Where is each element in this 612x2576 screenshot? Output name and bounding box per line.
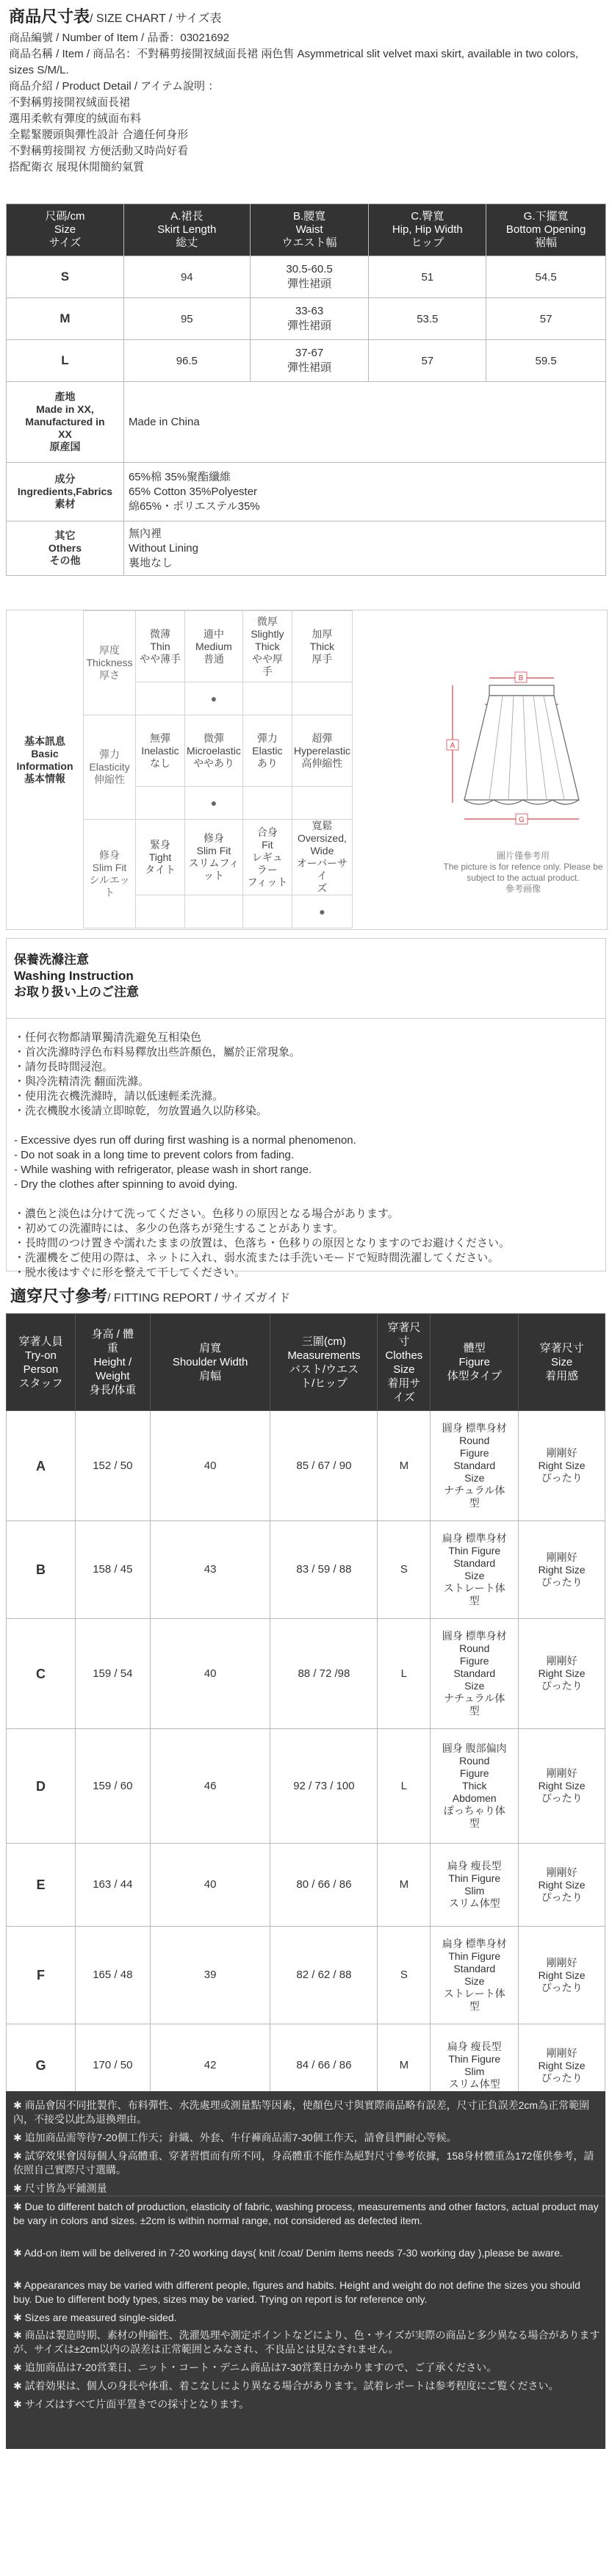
product-intro (9, 30, 603, 176)
skirt-diagram-icon (436, 610, 607, 845)
detail-label: 商品介紹 / Product Detail / アイテム說明 ： (9, 80, 220, 93)
mark-cell (292, 787, 352, 820)
mark-cell (242, 682, 292, 715)
clothes-size: L (378, 1619, 431, 1729)
table-row (7, 1729, 605, 1844)
divider (7, 1018, 605, 1019)
option-medium: 適中 Medium 普通 (185, 611, 243, 682)
table-row (7, 340, 606, 382)
wash-line-ja: ・洗濯機をご使用の際は、ネットに入れ、弱水流または手洗いモードで短時間洗濯してください。 (14, 1252, 500, 1264)
height-weight: 159 / 60 (75, 1729, 150, 1844)
note-line: ✱ Sizes are measured single-sided. (13, 2312, 177, 2323)
detail-line: 搭配衛衣 展現休閒簡約氣質 (9, 161, 145, 173)
bottom-value: 59.5 (486, 340, 606, 382)
option-thick: 加厚 Thick 厚手 (292, 611, 352, 682)
item-number: 商品編號 / Number of Item / 品番：03021692 (9, 32, 230, 44)
fabric-row (7, 463, 606, 522)
length-value: 96.5 (123, 340, 250, 382)
fit-result: 剛剛好 Right Size ぴったり (519, 1927, 605, 2024)
wash-line-zh: ・首次洗滌時浮色布料易釋放出些許顏色，屬於正常現象。 (14, 1046, 301, 1058)
fit-result: 剛剛好 Right Size ぴったり (519, 1619, 605, 1729)
measurements: 88 / 72 /98 (270, 1619, 378, 1729)
waist-value: 30.5-60.5 彈性裙頭 (250, 256, 369, 298)
wash-line-en: - Dry the clothes after spinning to avoid dying. (14, 1178, 238, 1191)
option-slightly-thick: 微厚 Slightly Thick やや厚 手 (242, 611, 292, 682)
col-fit: 穿著尺寸 Size 着用感 (519, 1314, 605, 1411)
bottom-value: 57 (486, 298, 606, 340)
note-line: ✱ Add-on item will be delivered in 7-20 working days( knit /coat/ Denim items needs 7-30 working day ),please be aware. (13, 2247, 563, 2259)
option-hyperelastic: 超彈 Hyperelastic 高伸縮性 (292, 715, 352, 787)
height-weight: 170 / 50 (75, 2024, 150, 2107)
measurements: 85 / 67 / 90 (270, 1411, 378, 1521)
others-value: 無內裡 Without Lining 裏地なし (123, 522, 605, 576)
selected-dot: ● (292, 895, 352, 928)
measurements: 80 / 66 / 86 (270, 1844, 378, 1927)
item-name: 商品名稱 / Item / 商品名：不對稱剪接開衩絨面長裙 兩色售 Asymmetrical slit velvet maxi skirt, available in two colors, sizes S/M/L. (9, 48, 579, 76)
mark-cell (185, 895, 243, 928)
size-label: M (7, 298, 124, 340)
option-tight: 緊身 Tight タイト (136, 820, 185, 895)
option-regular-fit: 合身 Fit レギュ ラー フィット (242, 820, 292, 895)
fit-label: 修身 Slim Fit シルエット (84, 820, 136, 928)
waist-value: 33-63 彈性裙頭 (250, 298, 369, 340)
figure-type: 圓身 腹部偏肉 Round Figure Thick Abdomen ぽっちゃり体 型 (431, 1729, 519, 1844)
option-elastic: 彈力 Elastic あり (242, 715, 292, 787)
others-label: 其它 Others その他 (7, 522, 124, 576)
figure-type: 扁身 瘦長型 Thin Figure Slim スリム体型 (431, 2024, 519, 2107)
col-figure: 體型 Figure 体型タイプ (431, 1314, 519, 1411)
detail-line: 不對稱剪接開衩絨面長裙 (9, 96, 131, 109)
shoulder-width: 40 (150, 1844, 270, 1927)
col-hip: C.臀寬 Hip, Hip Width ヒップ (369, 204, 486, 256)
others-row (7, 522, 606, 576)
wash-line-ja: ・初めての洗濯時には、多少の色落ちが発生することがあります。 (14, 1222, 344, 1235)
detail-line: 不對稱剪接開衩 方便活動又時尚好看 (9, 145, 189, 157)
measurements: 83 / 59 / 88 (270, 1521, 378, 1619)
person-id: C (7, 1619, 76, 1729)
clothes-size: M (378, 2024, 431, 2107)
shoulder-width: 40 (150, 1619, 270, 1729)
thickness-label: 厚度 Thickness 厚さ (84, 611, 136, 715)
wash-line-ja: ・長時間のつけ置きや濡れたままの放置は、色落ち・色移りの原因となりますのでお避けください。 (14, 1237, 511, 1249)
shoulder-width: 39 (150, 1927, 270, 2024)
option-inelastic: 無彈 Inelastic なし (136, 715, 185, 787)
origin-label: 產地 Made in XX, Manufactured in XX 原産国 (7, 382, 124, 463)
basic-info-title: 基本訊息 Basic Information 基本情報 (16, 735, 73, 784)
wash-line-en: - Excessive dyes run off during first washing is a normal phenomenon. (14, 1134, 356, 1147)
hip-value: 53.5 (369, 298, 486, 340)
note-line: ✱ 追加商品は7-20営業日、ニット・コート・デニム商品は7-30営業日かかりますので、ご了承ください。 (13, 2362, 497, 2373)
col-person: 穿著人員 Try-on Person スタッフ (7, 1314, 76, 1411)
fitting-header (7, 1314, 605, 1411)
col-shoulder: 肩寬 Shoulder Width 肩幅 (150, 1314, 270, 1411)
label-b: B (518, 674, 524, 682)
title-sub: / SIZE CHART / サイズ表 (90, 12, 222, 25)
measurements: 84 / 66 / 86 (270, 2024, 378, 2107)
mark-cell (136, 787, 185, 820)
clothes-size: M (378, 1411, 431, 1521)
notes-panel (6, 2091, 605, 2449)
length-value: 95 (123, 298, 250, 340)
label-a: A (450, 742, 456, 750)
size-label: L (7, 340, 124, 382)
clothes-size: S (378, 1521, 431, 1619)
fabric-label: 成分 Ingredients,Fabrics 素材 (7, 463, 124, 522)
waist-value: 37-67 彈性裙頭 (250, 340, 369, 382)
option-oversized: 寬鬆 Oversized, Wide オーバーサイ ズ (292, 820, 352, 895)
table-row (7, 256, 606, 298)
table-row (7, 298, 606, 340)
measurements: 92 / 73 / 100 (270, 1729, 378, 1844)
selected-dot: ● (185, 682, 243, 715)
size-chart-title (9, 4, 603, 27)
height-weight: 152 / 50 (75, 1411, 150, 1521)
note-line: ✱ 尺寸皆為平鋪測量 (13, 2182, 107, 2194)
col-length: A.裙長 Skirt Length 総丈 (123, 204, 250, 256)
figure-type: 扁身 瘦長型 Thin Figure Slim スリム体型 (431, 1844, 519, 1927)
basic-info-grid (83, 610, 353, 928)
size-chart-header (0, 0, 612, 176)
skirt-diagram (436, 610, 607, 929)
note-line: ✱ Due to different batch of production, elasticity of fabric, washing process, measurements and other factors, actual product may be vary in colors and sizes. ±2cm is within normal range, not considered as defected item. (13, 2201, 599, 2226)
wash-line-ja: ・濃色と淡色は分けて洗ってください。色移りの原因となる場合があります。 (14, 1208, 399, 1220)
person-id: E (7, 1844, 76, 1927)
col-bottom: G.下擺寬 Bottom Opening 裾幅 (486, 204, 606, 256)
col-waist: B.腰寬 Waist ウエスト幅 (250, 204, 369, 256)
note-line: ✱ サイズはすべて片面平置きでの採寸となります。 (13, 2398, 250, 2410)
person-id: A (7, 1411, 76, 1521)
note-line: ✱ 商品は製造時期、素材の伸縮性、洗濯処理や測定ポイントなどにより、色・サイズが実際の商品と多少異なる場合がありますが、サイズは±2cm以内の誤差は正常範囲とみなされ、不良品とは見なされません。 (13, 2329, 600, 2355)
elasticity-label: 彈力 Elasticity 伸縮性 (84, 715, 136, 820)
table-row (7, 1619, 605, 1729)
height-weight: 163 / 44 (75, 1844, 150, 1927)
note-line: ✱ 試着効果は、個人の身長や体重、着こなしにより異なる場合があります。試着レポートは参考程度にご覧ください。 (13, 2380, 559, 2392)
wash-line-ja: ・脱水後はすぐに形を整えて干してください。 (14, 1266, 246, 1279)
person-id: G (7, 2024, 76, 2107)
fit-result: 剛剛好 Right Size ぴったり (519, 2024, 605, 2107)
length-value: 94 (123, 256, 250, 298)
shoulder-width: 42 (150, 2024, 270, 2107)
figure-type: 扁身 標準身材 Thin Figure Standard Size ストレート体 型 (431, 1521, 519, 1619)
wash-line-zh: ・請勿長時間浸泡。 (14, 1061, 114, 1073)
option-slim-fit: 修身 Slim Fit スリムフィット (185, 820, 243, 895)
wash-line-en: - While washing with refrigerator, please wash in short range. (14, 1163, 312, 1176)
height-weight: 159 / 54 (75, 1619, 150, 1729)
thickness-options-row (84, 611, 353, 682)
hip-value: 57 (369, 340, 486, 382)
washing-instruction (6, 938, 606, 1279)
detail-line: 選用柔軟有彈度的絨面布料 (9, 112, 142, 125)
table-row (7, 1927, 605, 2024)
col-clothes-size: 穿著尺 寸 Clothes Size 着用サ イズ (378, 1314, 431, 1411)
figure-type: 圓身 標準身材 Round Figure Standard Size ナチュラル体 型 (431, 1619, 519, 1729)
basic-info-panel (6, 610, 608, 930)
clothes-size: L (378, 1729, 431, 1844)
table-row (7, 1521, 605, 1619)
mark-cell (136, 895, 185, 928)
person-id: B (7, 1521, 76, 1619)
fitting-title: 適穿尺寸參考/ FITTING REPORT / サイズガイド (10, 1287, 291, 1305)
table-row (7, 1411, 605, 1521)
diagram-note: 圖片僅參考用 The picture is for refence only. Please be subject to the actual product. 參考画像 (443, 851, 603, 894)
wash-line-en: - Do not soak in a long time to prevent colors from fading. (14, 1149, 295, 1161)
person-id: D (7, 1729, 76, 1844)
washing-lines (14, 1031, 602, 1280)
note-line: ✱ 試穿效果會因每個人身高體重、穿著習慣而有所不同，身高體重不能作為絕對尺寸參考依據，158身材體重為172僅供參考，請依照自己實際尺寸選購。 (13, 2150, 594, 2176)
fit-result: 剛剛好 Right Size ぴったり (519, 1411, 605, 1521)
origin-row (7, 382, 606, 463)
height-weight: 165 / 48 (75, 1927, 150, 2024)
label-g: G (519, 816, 525, 824)
option-microelastic: 微彈 Microelastic ややあり (185, 715, 243, 787)
col-size: 尺碼/cm Size サイズ (7, 204, 124, 256)
shoulder-width: 46 (150, 1729, 270, 1844)
fabric-value: 65%棉 35%聚酯纖維 65% Cotton 35%Polyester 綿65%・ポリエステル35% (123, 463, 605, 522)
mark-cell (292, 682, 352, 715)
fit-result: 剛剛好 Right Size ぴったり (519, 1729, 605, 1844)
clothes-size: M (378, 1844, 431, 1927)
washing-title: 保養洗滌注意 Washing Instruction お取り扱い上のご注意 (14, 953, 139, 999)
option-thin: 微薄 Thin やや薄手 (136, 611, 185, 682)
selected-dot: ● (185, 787, 243, 820)
mark-cell (136, 682, 185, 715)
origin-value: Made in China (123, 382, 605, 463)
clothes-size: S (378, 1927, 431, 2024)
height-weight: 158 / 45 (75, 1521, 150, 1619)
person-id: F (7, 1927, 76, 2024)
fit-options-row (84, 820, 353, 895)
shoulder-width: 43 (150, 1521, 270, 1619)
size-table-header (7, 204, 606, 256)
note-line: ✱ Appearances may be varied with different people, figures and habits. Height and weight do not define the sizes you should buy. Due to different body types, sizes may be varied. Trying on report is for reference only. (13, 2279, 580, 2305)
hip-value: 51 (369, 256, 486, 298)
bottom-whitespace (0, 2449, 612, 2576)
fit-result: 剛剛好 Right Size ぴったり (519, 1844, 605, 1927)
wash-line-zh: ・與冷洗精清洗 翻面洗滌。 (14, 1075, 150, 1088)
size-table (6, 203, 606, 576)
col-measurements: 三圍(cm) Measurements バスト/ウエス ト/ヒップ (270, 1314, 378, 1411)
wash-line-zh: ・使用洗衣機洗滌時，請以低速輕柔洗滌。 (14, 1090, 224, 1103)
shoulder-width: 40 (150, 1411, 270, 1521)
note-line: ✱ 商品會因不同批製作、布料彈性、水洗處理或測量點等因素，使顏色尺寸與實際商品略有誤差，尺寸正負誤差2cm為正常範圍內，不接受以此為退換理由。 (13, 2099, 590, 2125)
figure-type: 扁身 標準身材 Thin Figure Standard Size ストレート体 型 (431, 1927, 519, 2024)
measurements: 82 / 62 / 88 (270, 1927, 378, 2024)
wash-line-zh: ・任何衣物都請單獨清洗避免互相染色 (14, 1031, 202, 1044)
mark-cell (242, 787, 292, 820)
size-label: S (7, 256, 124, 298)
title-text: 商品尺寸表 (9, 7, 90, 26)
fit-result: 剛剛好 Right Size ぴったり (519, 1521, 605, 1619)
fitting-table (6, 1313, 605, 2107)
detail-line: 全鬆緊腰頭與彈性設計 合適任何身形 (9, 129, 189, 141)
note-line: ✱ 追加商品需等待7-20個工作天；針織、外套、牛仔褲商品需7-30個工作天，請會員們耐心等候。 (13, 2132, 457, 2143)
col-height-weight: 身高 / 體 重 Height / Weight 身長/体重 (75, 1314, 150, 1411)
table-row (7, 1844, 605, 1927)
elasticity-options-row (84, 715, 353, 787)
bottom-value: 54.5 (486, 256, 606, 298)
figure-type: 圓身 標準身材 Round Figure Standard Size ナチュラル体 型 (431, 1411, 519, 1521)
wash-line-zh: ・洗衣機脫水後請立即晾乾，勿放置過久以防移染。 (14, 1105, 268, 1117)
mark-cell (242, 895, 292, 928)
